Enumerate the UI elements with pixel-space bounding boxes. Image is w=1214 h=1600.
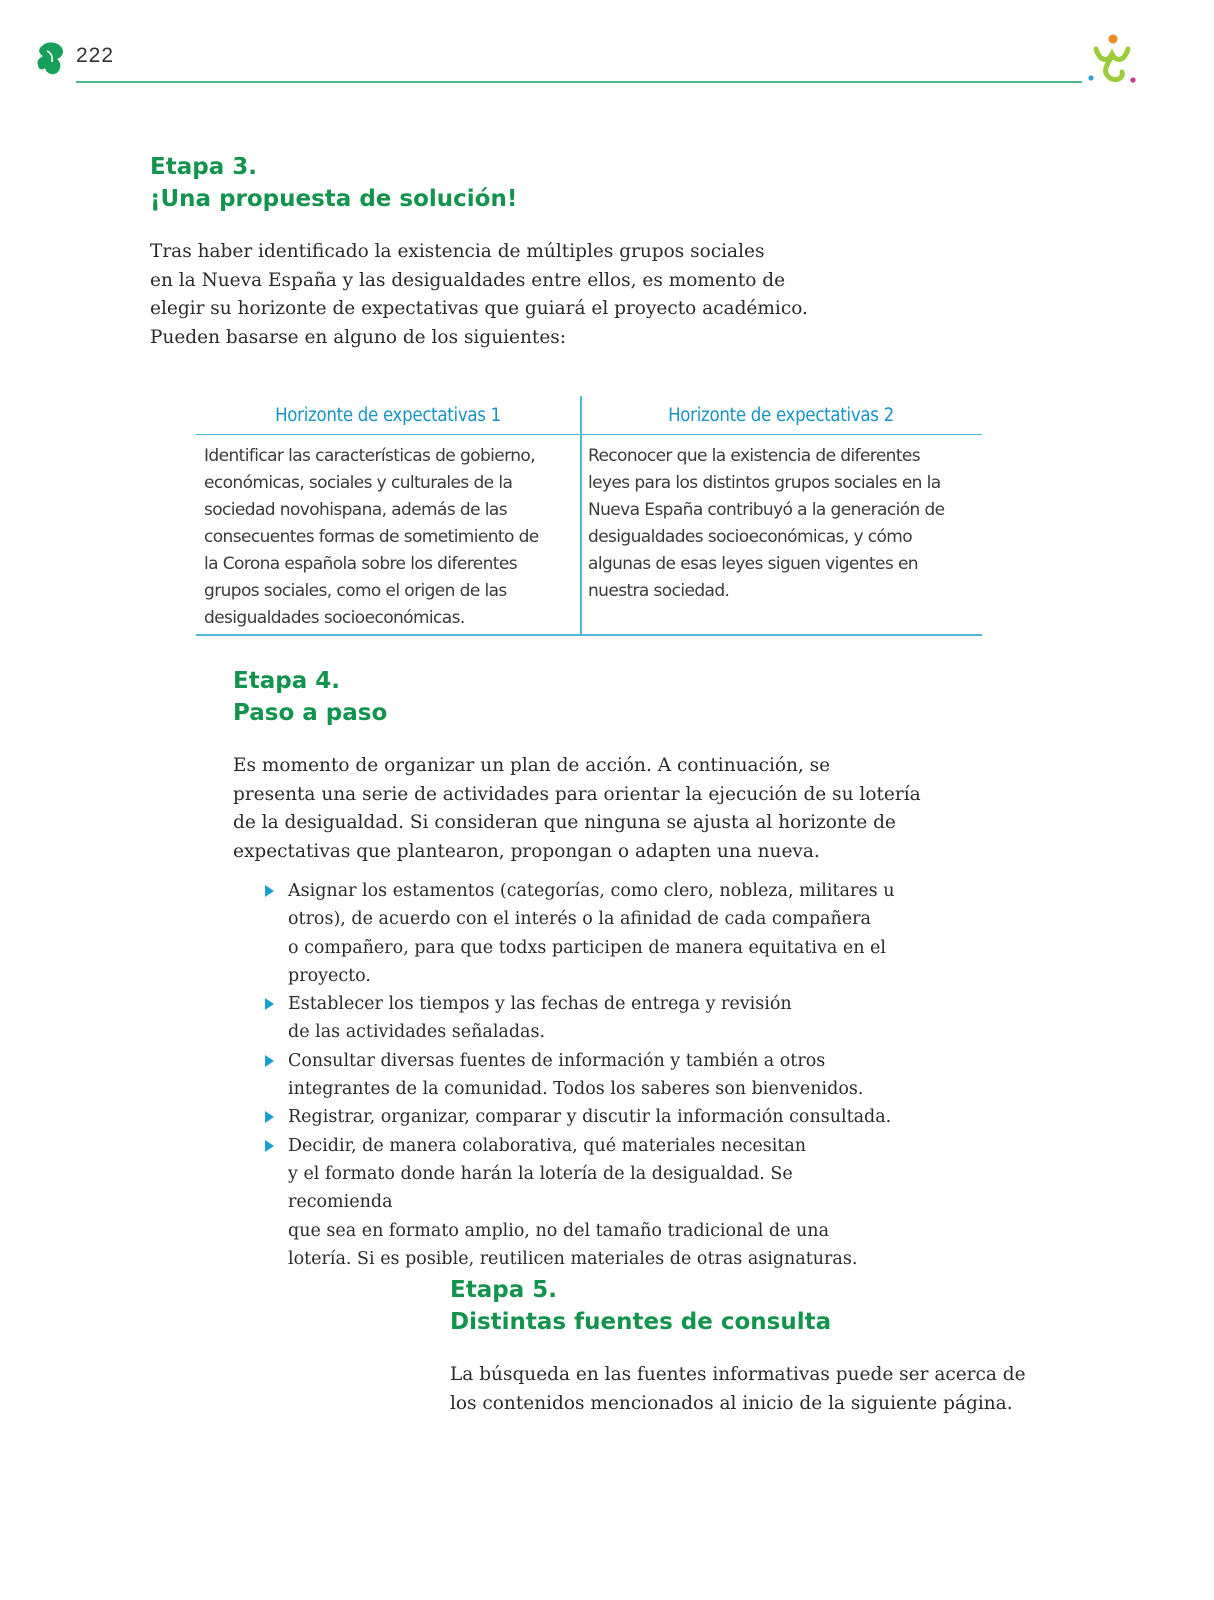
text-line: Consultar diversas fuentes de información y también a otros [288, 1050, 826, 1071]
text-line: presenta una serie de actividades para orientar la ejecución de su lotería [233, 783, 921, 805]
list-item [262, 1047, 902, 1104]
text-line: Decidir, de manera colaborativa, qué materiales necesitan [288, 1135, 807, 1156]
bullet-arrow-icon [265, 1111, 274, 1123]
bullet-arrow-icon [265, 1055, 274, 1067]
text-line: grupos sociales, como el origen de las [204, 581, 507, 601]
text-line: proyecto. [288, 965, 371, 986]
text-line: algunas de esas leyes siguen vigentes en [588, 554, 918, 574]
etapa4-title: Etapa 4. [233, 668, 340, 694]
etapa3-paragraph [150, 238, 808, 352]
text-line: desigualdades socioeconómicas, y cómo [588, 527, 913, 547]
text-line: la Corona española sobre los diferentes [204, 554, 517, 574]
etapa5-subtitle: Distintas fuentes de consulta [450, 1309, 832, 1335]
text-line: los contenidos mencionados al inicio de la siguiente página. [450, 1392, 1013, 1414]
text-line: La búsqueda en las fuentes informativas puede ser acerca de [450, 1364, 1026, 1385]
text-line: otros), de acuerdo con el interés o la afinidad de cada compañera [288, 909, 871, 930]
text-line: económicas, sociales y culturales de la [204, 473, 513, 493]
list-item [262, 990, 902, 1047]
etapa4-subtitle: Paso a paso [233, 700, 388, 726]
text-line: en la Nueva España y las desigualdades entre ellos, es momento de [150, 269, 786, 291]
text-line: Registrar, organizar, comparar y discutir la información consultada. [288, 1107, 892, 1128]
bullet-arrow-icon [265, 1140, 274, 1152]
green-leaf-icon [36, 40, 66, 76]
text-line: o compañero, para que todxs participen de manera equitativa en el [288, 937, 886, 958]
etapa3-subtitle: ¡Una propuesta de solución! [150, 186, 518, 212]
text-line: Nueva España contribuyó a la generación de [588, 500, 945, 520]
text-line: Tras haber identificado la existencia de múltiples grupos sociales [150, 241, 765, 262]
expectations-table [196, 396, 982, 636]
list-item [262, 877, 902, 990]
bullet-arrow-icon [265, 885, 274, 897]
text-line: desigualdades socioeconómicas. [204, 608, 465, 628]
text-line: Identificar las características de gobierno, [204, 446, 536, 466]
table-cell-1 [196, 435, 580, 632]
text-line: Asignar los estamentos (categorías, como clero, nobleza, militares u [288, 881, 895, 901]
text-line: Pueden basarse en alguno de los siguientes: [150, 326, 566, 348]
etapa4-paragraph [233, 752, 921, 866]
text-line: lotería. Si es posible, reutilicen materiales de otras asignaturas. [288, 1248, 858, 1269]
table-bottom-rule [196, 634, 982, 636]
text-line: Reconocer que la existencia de diferentes [588, 446, 921, 466]
text-line: de las actividades señaladas. [288, 1022, 546, 1043]
text-line: leyes para los distintos grupos sociales en la [588, 473, 941, 493]
text-line: Establecer los tiempos y las fechas de entrega y revisión [288, 994, 792, 1015]
table-column-2 [580, 396, 982, 605]
table-header-1: Horizonte de expectativas 1 [196, 396, 580, 435]
text-line: y el formato donde harán la lotería de la desigualdad. Se recomienda [288, 1163, 793, 1213]
list-item [262, 1103, 902, 1131]
text-line: de la desigualdad. Si consideran que ninguna se ajusta al horizonte de [233, 812, 896, 833]
etapa5-title: Etapa 5. [450, 1277, 557, 1303]
text-line: consecuentes formas de sometimiento de [204, 527, 539, 547]
text-line: elegir su horizonte de expectativas que guiará el proyecto académico. [150, 298, 808, 319]
text-line: nuestra sociedad. [588, 581, 730, 601]
etapa5-paragraph [450, 1361, 1026, 1418]
list-item [262, 1132, 902, 1273]
bullet-arrow-icon [265, 998, 274, 1010]
etapa3-title: Etapa 3. [150, 154, 257, 180]
text-line: integrantes de la comunidad. Todos los saberes son bienvenidos. [288, 1079, 864, 1100]
text-line: expectativas que plantearon, propongan o adapten una nueva. [233, 840, 820, 862]
table-header-2: Horizonte de expectativas 2 [580, 396, 982, 435]
table-divider [580, 396, 582, 634]
table-cell-2 [580, 435, 982, 605]
header-rule [76, 81, 1082, 83]
text-line: sociedad novohispana, además de las [204, 500, 507, 520]
person-figure-logo-icon [1086, 32, 1138, 88]
page-number: 222 [76, 44, 115, 67]
text-line: Es momento de organizar un plan de acción. A continuación, se [233, 755, 831, 776]
text-line: que sea en formato amplio, no del tamaño tradicional de una [288, 1220, 830, 1241]
table-column-1 [196, 396, 580, 632]
activity-list [262, 877, 902, 1273]
